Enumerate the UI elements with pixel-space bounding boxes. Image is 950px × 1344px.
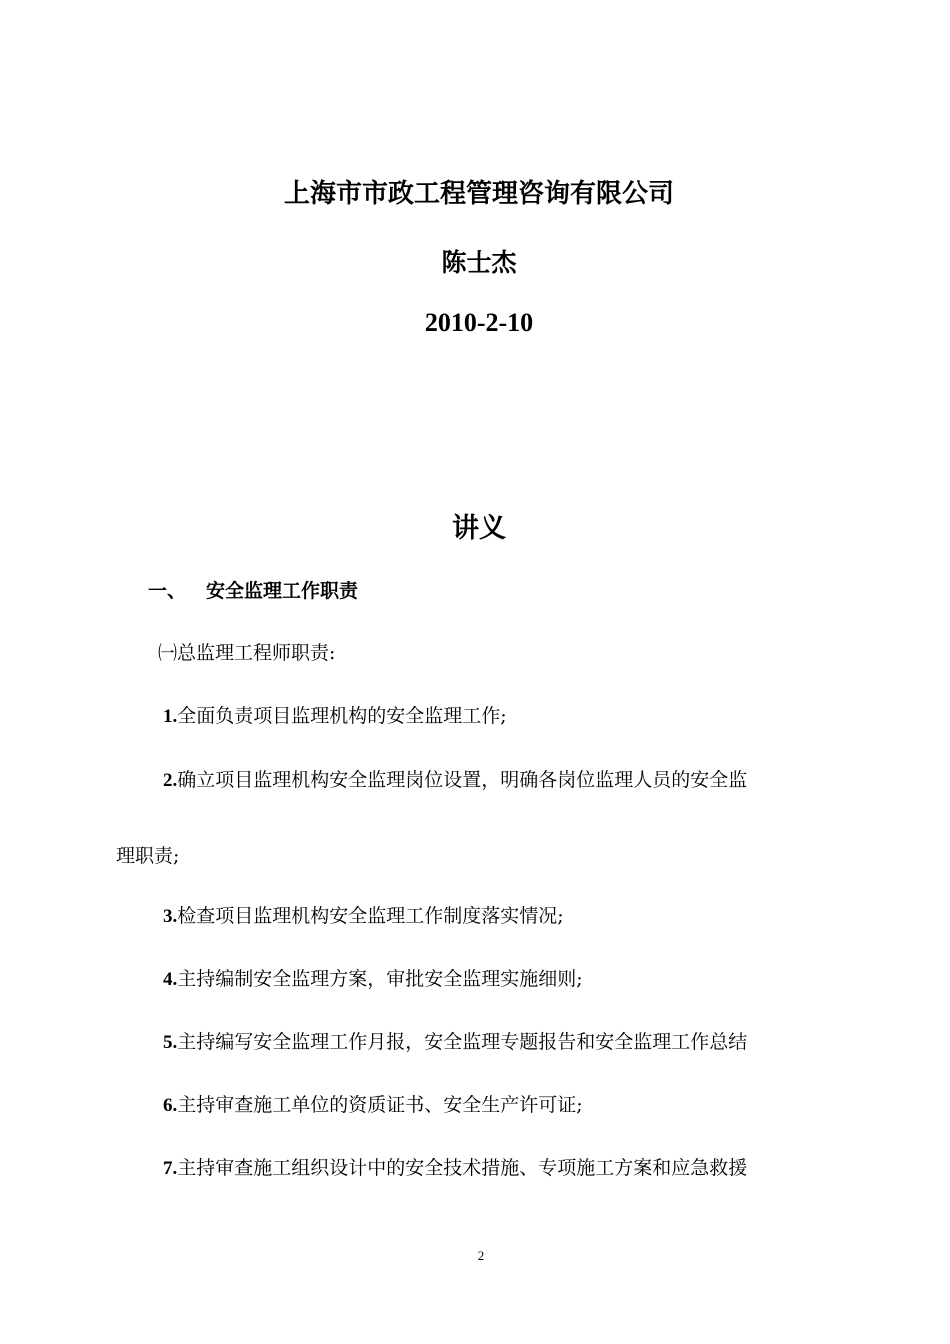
list-item-continuation: 理职责;: [116, 845, 180, 867]
list-item-number: 6.: [163, 1095, 178, 1116]
list-item-text: 确立项目监理机构安全监理岗位设置，明确各岗位监理人员的安全监: [177, 769, 748, 791]
section-number: 一、: [148, 580, 187, 602]
list-item: [163, 1090, 583, 1117]
list-item-text: 全面负责项目监理机构的安全监理工作;: [177, 705, 507, 727]
section-heading: [148, 576, 358, 603]
list-item-text: 主持审查施工单位的资质证书、安全生产许可证;: [177, 1094, 583, 1116]
list-item-number: 2.: [163, 770, 178, 791]
list-item-number: 7.: [163, 1158, 178, 1179]
list-item-number: 5.: [163, 1032, 178, 1053]
list-item-number: 1.: [163, 706, 178, 727]
list-item: [163, 1027, 747, 1054]
document-date: 2010-2-10: [424, 308, 534, 337]
list-item-text: 检查项目监理机构安全监理工作制度落实情况;: [177, 905, 564, 927]
handout-title: 讲义: [452, 513, 506, 544]
list-item-text: 主持编制安全监理方案，审批安全监理实施细则;: [177, 968, 583, 990]
subsection-heading: ㈠总监理工程师职责:: [158, 642, 336, 664]
section-title: 安全监理工作职责: [206, 580, 359, 602]
list-item-text: 主持编写安全监理工作月报，安全监理专题报告和安全监理工作总结: [177, 1031, 748, 1053]
list-item-text: 主持审查施工组织设计中的安全技术措施、专项施工方案和应急救援: [177, 1157, 748, 1179]
list-item: [163, 765, 747, 792]
list-item-number: 4.: [163, 969, 178, 990]
list-item: [163, 1153, 747, 1180]
author-name: 陈士杰: [441, 248, 517, 277]
list-item: [163, 901, 564, 928]
page-number: 2: [477, 1248, 485, 1263]
list-item: [163, 701, 507, 728]
list-item-number: 3.: [163, 906, 178, 927]
company-name: 上海市市政工程管理咨询有限公司: [283, 179, 674, 209]
list-item: [163, 964, 583, 991]
